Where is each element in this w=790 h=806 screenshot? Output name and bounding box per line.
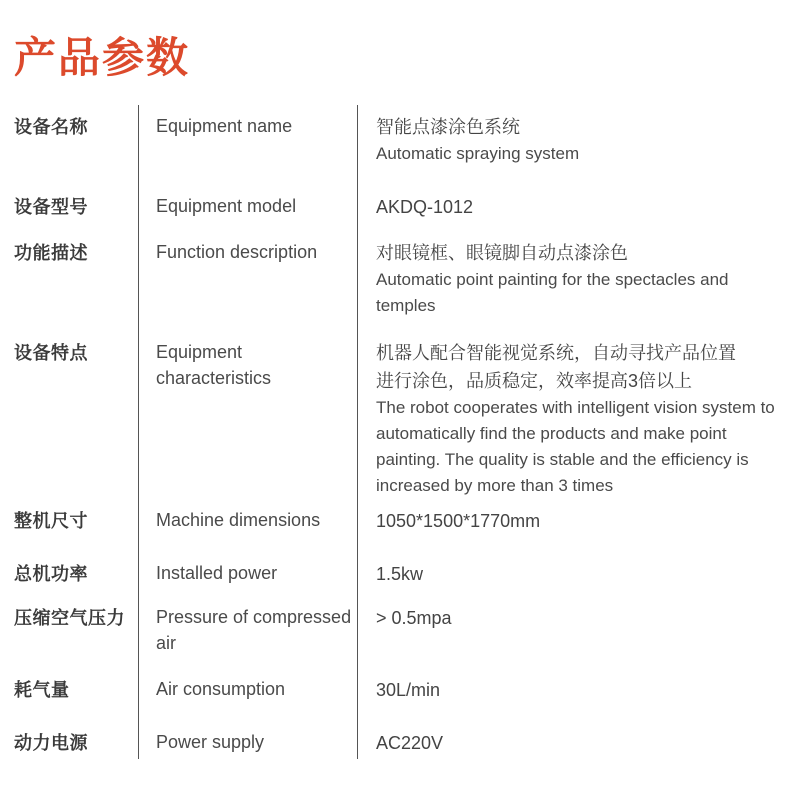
spec-table	[14, 105, 790, 759]
row-value-line: 进行涂色，品质稳定，效率提高3倍以上	[376, 371, 693, 391]
row-value	[357, 185, 790, 231]
table-row	[14, 185, 790, 231]
row-value	[357, 552, 790, 596]
row-label-cn: 压缩空气压力	[14, 608, 125, 628]
row-label-en: Machine dimensions	[138, 499, 357, 552]
table-row	[14, 331, 790, 499]
table-row	[14, 499, 790, 552]
row-value-line: 30L/min	[376, 680, 441, 700]
row-label-cn: 设备名称	[14, 117, 88, 137]
row-value	[357, 721, 790, 759]
row-label-cn: 总机功率	[14, 564, 88, 584]
row-value	[357, 231, 790, 331]
row-value-line: 对眼镜框、眼镜脚自动点漆涂色	[376, 243, 628, 263]
row-label-en: Equipment model	[138, 185, 357, 231]
row-label-en: Air consumption	[138, 668, 357, 721]
row-label-cn: 设备特点	[14, 343, 88, 363]
row-value-line: 1050*1500*1770mm	[376, 511, 541, 531]
row-value-line: AKDQ-1012	[376, 197, 474, 217]
row-label-cn: 设备型号	[14, 197, 88, 217]
table-row	[14, 552, 790, 596]
table-row	[14, 105, 790, 185]
table-row	[14, 596, 790, 668]
page-title: 产品参数	[14, 34, 191, 81]
row-label-en: Equipment name	[138, 105, 357, 185]
row-label-en: Installed power	[138, 552, 357, 596]
table-row	[14, 721, 790, 759]
row-value-subtext: Automatic point painting for the spectacles and temples	[376, 270, 729, 315]
row-value	[357, 105, 790, 185]
row-label-en: Pressure of compressed air	[138, 596, 357, 668]
row-label-cn: 耗气量	[14, 680, 70, 700]
table-row	[14, 231, 790, 331]
row-value-line: 机器人配合智能视觉系统，自动寻找产品位置	[376, 343, 736, 363]
row-label-cn: 整机尺寸	[14, 511, 88, 531]
row-value-subtext: Automatic spraying system	[376, 144, 580, 163]
row-value-subtext: The robot cooperates with intelligent vision system to automatically find the products and make point painting. The quality is stable and the efficiency is increased by more than 3 times	[376, 398, 775, 495]
row-value-line: 智能点漆涂色系统	[376, 117, 520, 137]
row-value	[357, 596, 790, 668]
row-value	[357, 331, 790, 499]
row-value-line: 1.5kw	[376, 564, 424, 584]
row-label-en: Function description	[138, 231, 357, 331]
row-value	[357, 499, 790, 552]
row-label-en: Equipment characteristics	[138, 331, 357, 499]
row-value-line: > 0.5mpa	[376, 608, 452, 628]
row-label-en: Power supply	[138, 721, 357, 759]
table-row	[14, 668, 790, 721]
row-label-cn: 动力电源	[14, 733, 88, 753]
row-value	[357, 668, 790, 721]
row-value-line: AC220V	[376, 733, 444, 753]
row-label-cn: 功能描述	[14, 243, 88, 263]
